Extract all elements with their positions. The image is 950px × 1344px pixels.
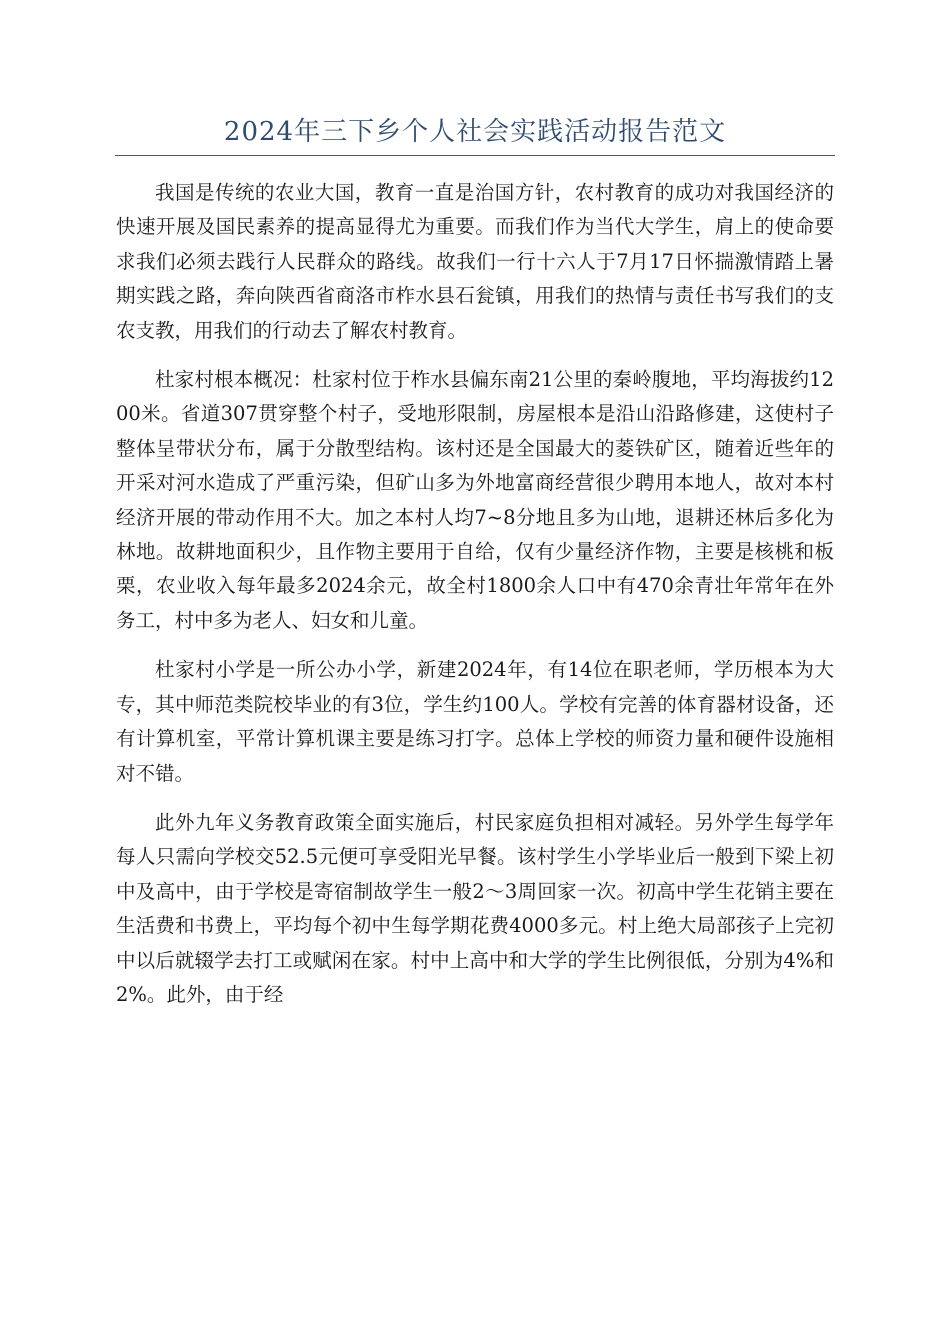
paragraph-education-policy: 此外九年义务教育政策全面实施后，村民家庭负担相对减轻。另外学生每学年每人只需向学校交52.5元便可享受阳光早餐。该村学生小学毕业后一般到下梁上初中及高中，由于学校是寄宿制故学生一般2～3周回家一次。初高中学生花销主要在生活费和书费上，平均每个初中生每学期花费4000多元。村上绝大局部孩子上完初中以后就辍学去打工或赋闲在家。村中上高中和大学的学生比例很低，分别为4%和2%。此外，由于经 [116, 810, 834, 1006]
document-title: 2024年三下乡个人社会实践活动报告范文 [223, 117, 727, 147]
document-body [116, 176, 834, 1027]
paragraph-intro: 我国是传统的农业大国，教育一直是治国方针，农村教育的成功对我国经济的快速开展及国民素养的提高显得尤为重要。而我们作为当代大学生，肩上的使命要求我们必须去践行人民群众的路线。故我们一行十六人于7月17日怀揣激情踏上暑期实践之路，奔向陕西省商洛市柞水县石瓮镇，用我们的热情与责任书写我们的支农支教，用我们的行动去了解农村教育。 [116, 181, 834, 342]
title-underline [115, 155, 835, 156]
paragraph-primary-school: 杜家村小学是一所公办小学，新建2024年，有14位在职老师，学历根本为大专，其中师范类院校毕业的有3位，学生约100人。学校有完善的体育器材设备，还有计算机室，平常计算机课主要是练习打字。总体上学校的师资力量和硬件设施相对不错。 [116, 658, 834, 785]
paragraph-village-overview: 杜家村根本概况：杜家村位于柞水县偏东南21公里的秦岭腹地，平均海拔约1200米。省道307贯穿整个村子，受地形限制，房屋根本是沿山沿路修建，这使村子整体呈带状分布，属于分散型结构。该村还是全国最大的菱铁矿区，随着近些年的开采对河水造成了严重污染，但矿山多为外地富商经营很少聘用本地人，故对本村经济开展的带动作用不大。加之本村人均7~8分地且多为山地，退耕还林后多化为林地。故耕地面积少，且作物主要用于自给，仅有少量经济作物，主要是核桃和板栗，农业收入每年最多2024余元，故全村1800余人口中有470余青壮年常年在外务工，村中多为老人、妇女和儿童。 [116, 368, 834, 632]
